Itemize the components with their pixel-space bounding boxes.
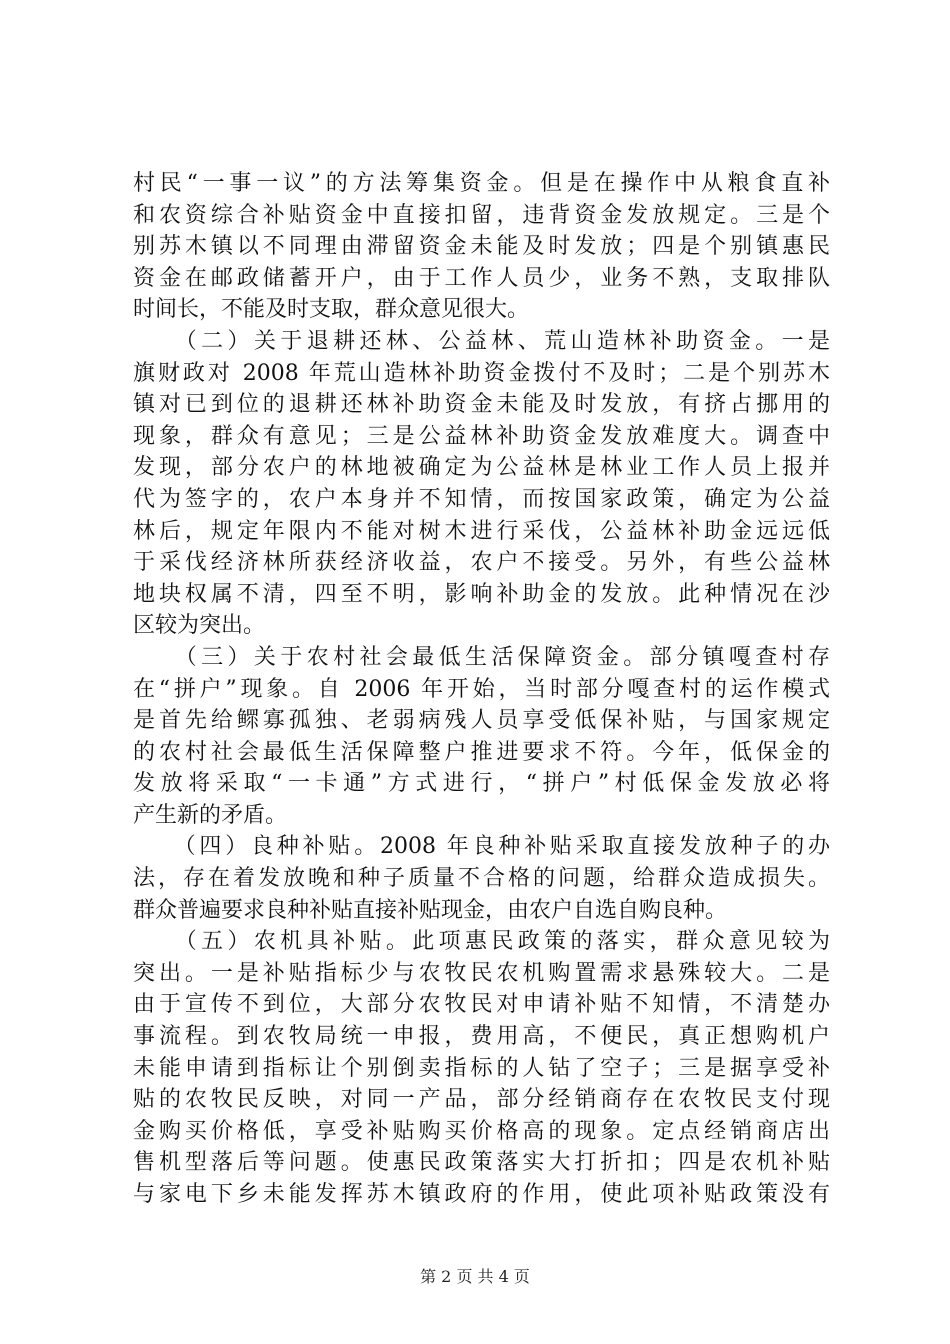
text-line: 时间长，不能及时支取，群众意见很大。 [133,297,530,323]
text-line: 事流程。到农牧局统一申报，费用高，不便民，真正想购机户 [133,1024,830,1050]
text-line: 旗财政对 2008 年荒山造林补助资金拨付不及时；二是个别苏木 [133,360,830,386]
text-line: 突出。一是补贴指标少与农牧民农机购置需求悬殊较大。二是 [133,960,830,986]
text-line: 林后，规定年限内不能对树木进行采伐，公益林补助金远远低 [133,518,830,544]
text-line: 法，存在着发放晚和种子质量不合格的问题，给群众造成损失。 [133,866,830,892]
text-line: 现象，群众有意见；三是公益林补助资金发放难度大。调查中 [133,423,830,449]
text-line: 贴的农牧民反映，对同一产品，部分经销商存在农牧民支付现 [133,1087,830,1113]
text-line: 是首先给鳏寡孤独、老弱病残人员享受低保补贴，与国家规定 [133,708,830,734]
text-line: 群众普遍要求良种补贴直接补贴现金，由农户自选自购良种。 [133,897,728,923]
text-line: （三）关于农村社会最低生活保障资金。部分镇嘎查村存 [133,644,830,670]
text-line: 区较为突出。 [133,613,266,639]
text-line: 的农村社会最低生活保障整户推进要求不符。今年，低保金的 [133,739,830,765]
text-line: 别苏木镇以不同理由滞留资金未能及时发放；四是个别镇惠民 [133,234,830,260]
text-line: 未能申请到指标让个别倒卖指标的人钻了空子；三是据享受补 [133,1055,830,1081]
text-line: 村民“一事一议”的方法筹集资金。但是在操作中从粮食直补 [133,171,830,196]
text-line: 产生新的矛盾。 [133,802,288,828]
text-line: 与家电下乡未能发挥苏木镇政府的作用，使此项补贴政策没有 [133,1182,830,1207]
text-line: 发现，部分农户的林地被确定为公益林是林业工作人员上报并 [133,455,830,481]
text-line: 金购买价格低，享受补贴购买价格高的现象。定点经销商店出 [133,1118,830,1144]
text-line: 于采伐经济林所获经济收益，农户不接受。另外，有些公益林 [133,550,830,576]
text-line: 发放将采取“一卡通”方式进行，“拼户”村低保金发放必将 [133,771,830,797]
text-line: 和农资综合补贴资金中直接扣留，违背资金发放规定。三是个 [133,202,830,228]
text-line: 镇对已到位的退耕还林补助资金未能及时发放，有挤占挪用的 [133,392,830,418]
text-line: 代为签字的，农户本身并不知情，而按国家政策，确定为公益 [133,486,830,512]
document-body [133,168,830,1211]
text-line: （二）关于退耕还林、公益林、荒山造林补助资金。一是 [133,328,830,354]
text-line: 在“拼户”现象。自 2006 年开始，当时部分嘎查村的运作模式 [133,676,830,702]
page-footer: 第 2 页 共 4 页 [420,1267,530,1286]
text-line: 资金在邮政储蓄开户，由于工作人员少，业务不熟，支取排队 [133,265,830,291]
text-line: （五）农机具补贴。此项惠民政策的落实，群众意见较为 [133,929,830,955]
text-line: （四）良种补贴。2008 年良种补贴采取直接发放种子的办 [133,834,830,860]
text-line: 售机型落后等问题。使惠民政策落实大打折扣；四是农机补贴 [133,1150,830,1176]
text-line: 由于宣传不到位，大部分农牧民对申请补贴不知情，不清楚办 [133,992,830,1018]
text-line: 地块权属不清，四至不明，影响补助金的发放。此种情况在沙 [133,581,830,607]
